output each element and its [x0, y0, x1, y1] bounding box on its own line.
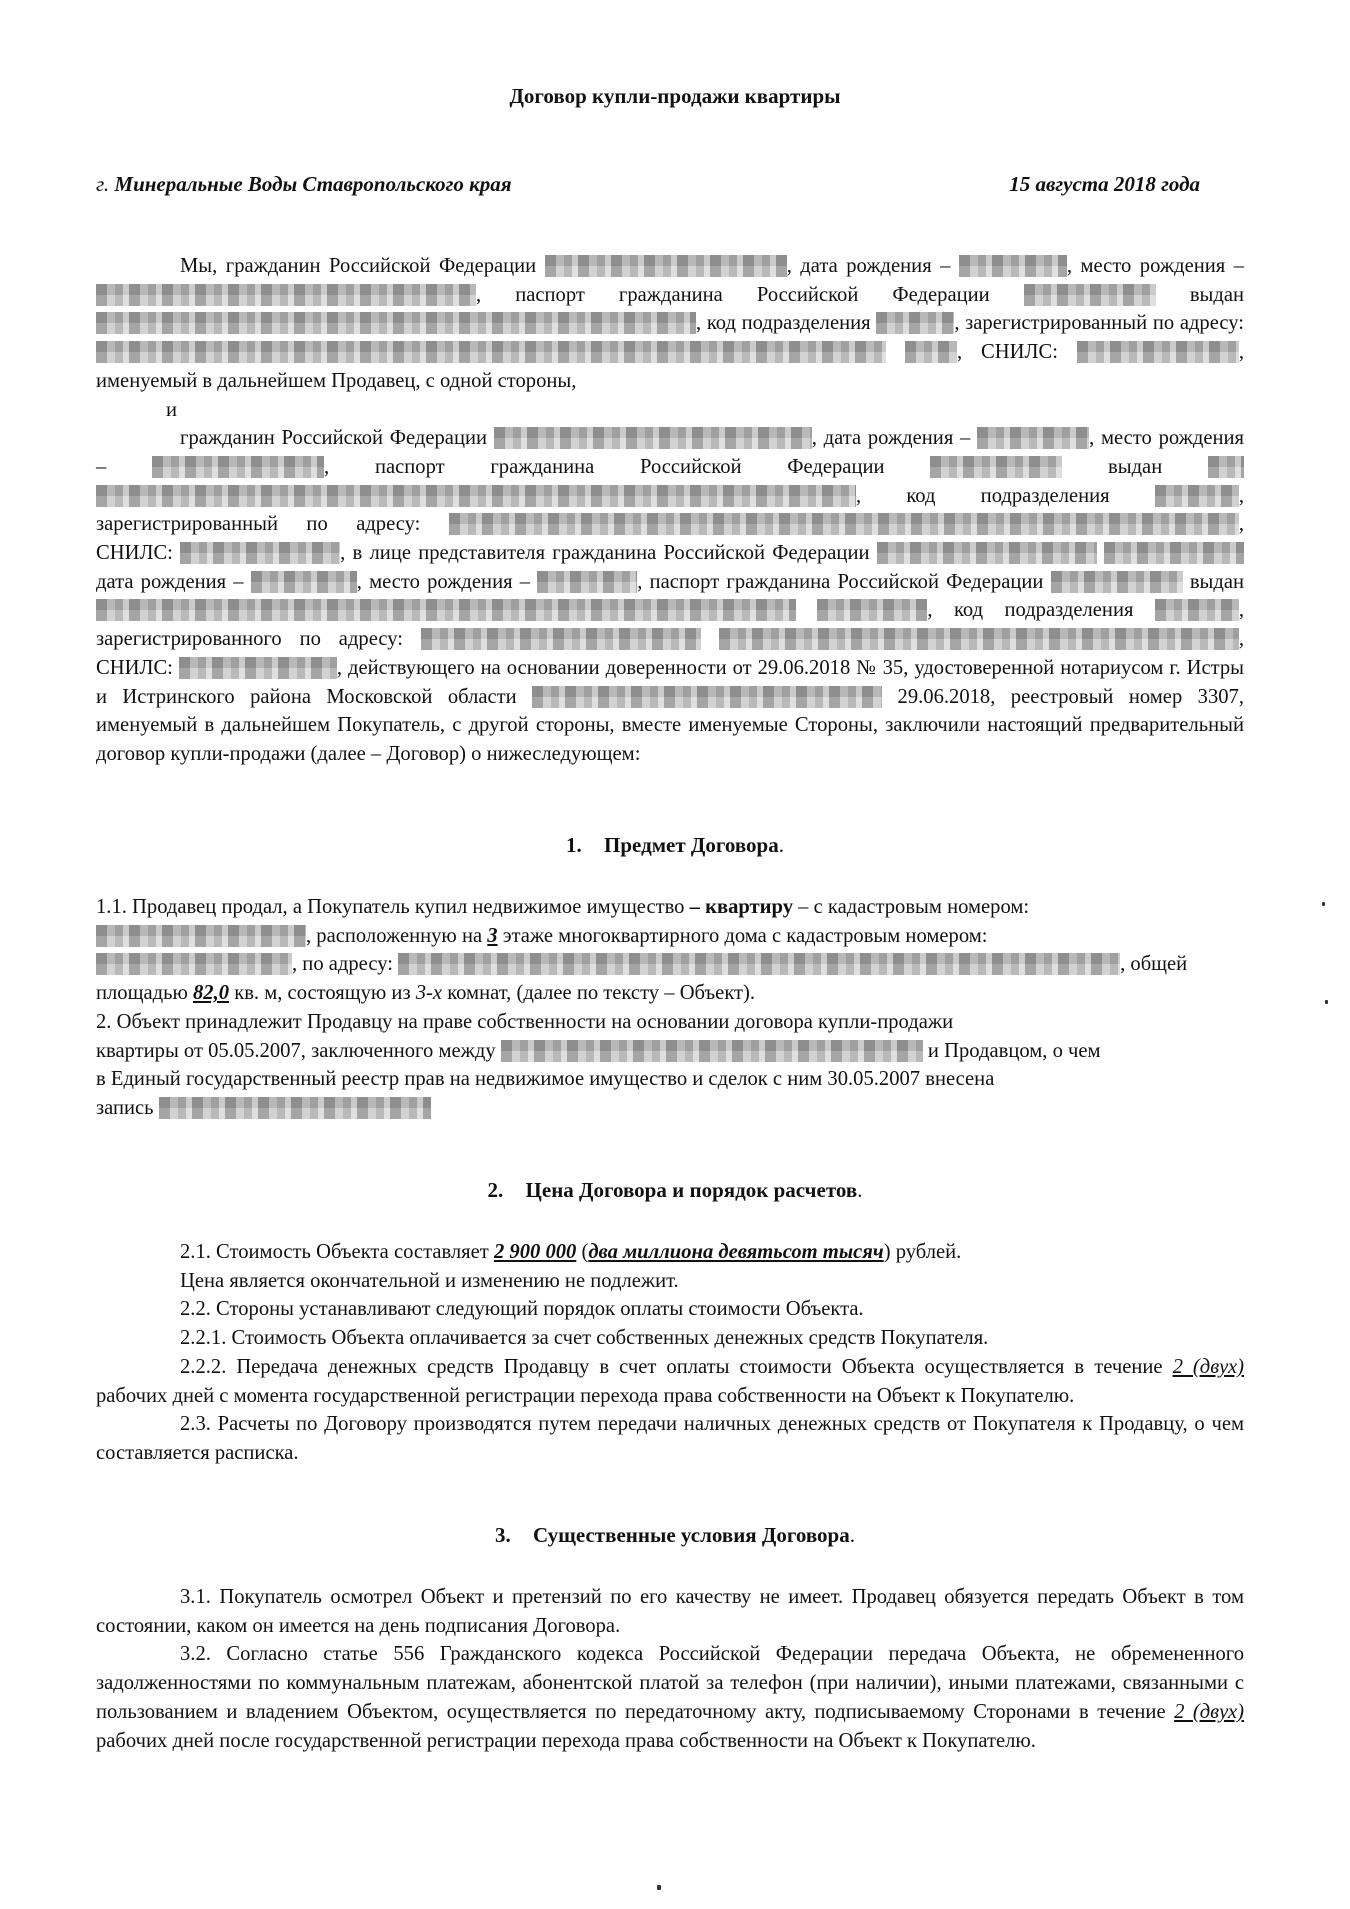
redacted-buyer-passport — [930, 456, 1062, 478]
redacted-buyer-birthplace — [152, 456, 324, 478]
section-2-dot: . — [857, 1178, 863, 1202]
clause-1-1-text-e: , по адресу: — [292, 953, 393, 976]
clause-2-1: 2.1. Стоимость Объекта составляет 2 900 000 (два миллиона девятьсот тысяч) рублей. Цена является окончательной и изменению не подлежит. — [180, 1241, 962, 1292]
passport-label: , паспорт гражданина Российской Федерации — [476, 283, 990, 306]
redacted-seller-passport — [1024, 284, 1156, 306]
redacted-rep-name-end — [1104, 542, 1244, 564]
clause-2-3: 2.3. Расчеты по Договору производятся путем передачи наличных денежных средств от Покупателя к Продавцу, о чем составляется расписка. — [96, 1413, 1244, 1464]
document-title: Договор купли-продажи квартиры — [509, 84, 841, 108]
redacted-buyer-issuer — [96, 485, 856, 507]
clause-2-2-2 — [96, 1353, 1244, 1410]
clause-3-2-text: 3.2. Согласно статье 556 Гражданского кодекса Российской Федерации передача Объекта, не обремененного задолженностями по коммунальным платежам, абонентской платой за телефон (при наличии), иными платежами, связанными с пользованием и владением Объектом, осуществляется по передаточному акту, подписываемому Сторонами в течение — [96, 1643, 1244, 1723]
clause-1-2 — [96, 1008, 1236, 1123]
preamble — [96, 252, 1244, 769]
rep-birth-label: дата рождения – — [96, 570, 244, 593]
section-2-body — [96, 1238, 1244, 1468]
section-3-body — [96, 1583, 1244, 1755]
clause-1-2-text-e: запись — [96, 1096, 154, 1119]
redacted-buyer-address — [449, 513, 1239, 535]
redacted-seller-birthplace — [96, 284, 476, 306]
place-date-line — [96, 172, 1200, 197]
transfer-days: 2 (двух) — [1174, 1700, 1244, 1723]
price-words: два миллиона девятьсот тысяч — [588, 1241, 884, 1263]
city-prefix: г. — [96, 172, 110, 196]
rep-passport-label: , паспорт гражданина Российской — [637, 570, 939, 593]
section-2-number: 2. — [487, 1178, 504, 1202]
redacted-seller-snils — [1077, 341, 1239, 363]
section-3-dot: . — [849, 1523, 855, 1547]
snils-label: , СНИЛС: — [956, 341, 1058, 364]
section-1-body — [96, 893, 1236, 1123]
rep-snils-label: , СНИЛС: — [96, 628, 1244, 679]
buyer-birth-label: , дата рождения – — [811, 427, 971, 450]
buyer-paragraph: гражданин Российской Федерации , дата рождения – , место рождения – , паспорт гражданина Российской Федерации выдан , код подразделения , зарегистрированный по адресу: , СНИЛС: , в лице представителя гражданина Российской Федерации дата рождения – , место рождения – , паспорт гражданина Российской Федерации выдан , код подразделения , зарегистрированного по адресу: , СНИЛС: , действующего на основании доверенности от 29.06.2018 № 35, удостоверенной нотариусом г. Истры и Истринского района Московской области 29.06.2018, реестровый номер 3307, именуемый в дальнейшем Покупатель, с другой стороны, вместе именуемые Стороны, заключили настоящий предварительный договор купли-продажи (далее – Договор) о нижеследующем: — [96, 427, 1245, 765]
section-3-heading — [0, 1523, 1350, 1548]
redacted-rep-birthplace — [537, 571, 637, 593]
redacted-buyer-birthdate — [977, 427, 1089, 449]
redacted-rep-name — [877, 542, 1097, 564]
section-1-title: Предмет Договора — [604, 833, 779, 857]
clause-1-1-text-i: комнат, (далее по тексту – Объект). — [442, 982, 756, 1005]
redacted-notary — [532, 686, 882, 708]
clause-1-1-text-f: , общей — [1120, 953, 1188, 976]
rep-division-label: , код подразделения — [927, 599, 1134, 622]
redacted-rep-issuer — [96, 599, 796, 621]
clause-2-2-2-text: 2.2.2. Передача денежных средств Продавцу в счет оплаты стоимости Объекта осуществляется в течение — [180, 1355, 1173, 1378]
rep-registry: 29.06.2018, реестровый номер 3307, именуемый в дальнейшем Покупатель, с другой стороны, вместе именуемые Стороны, заключили настоящий предварительный договор купли-продажи (далее – Договор) о нижеследующем: — [96, 685, 1244, 765]
rooms-count: 3-х — [415, 982, 443, 1005]
buyer-passport-label: , паспорт гражданина Российской Федерации — [324, 455, 885, 478]
clause-1-2-text-a: 2. Объект принадлежит Продавцу на праве собственности на основании договора купли-продажи — [96, 1010, 954, 1033]
redacted-object-address — [398, 953, 1120, 975]
redacted-apartment-cadastral — [96, 925, 306, 947]
section-2-heading — [0, 1178, 1350, 1203]
clause-1-1-text-d: этаже многоквартирного дома с кадастровым номером: — [497, 924, 988, 947]
rep-federation: Федерации — [946, 570, 1044, 593]
clause-2-1-text-b: рублей. — [890, 1241, 962, 1263]
redacted-rep-issuer-end — [817, 599, 927, 621]
clause-1-1-text-b: – с кадастровым номером: — [793, 896, 1030, 918]
redacted-buyer-name — [494, 427, 812, 449]
seller-paragraph: Мы, гражданин Российской Федерации , дата рождения – , место рождения – , паспорт гражданина Российской Федерации выдан , код подразделения , зарегистрированный по адресу: , СНИЛС: , именуемый в дальнейшем Продавец, с одной стороны, — [96, 255, 1245, 392]
seller-suffix: , именуемый в дальнейшем Продавец, с одной стороны, — [96, 341, 1245, 392]
redacted-rep-address-end — [719, 628, 1239, 650]
redacted-seller-birthdate — [959, 255, 1067, 277]
redacted-buyer-snils — [180, 542, 340, 564]
payment-days: 2 (двух) — [1172, 1355, 1245, 1378]
clause-1-1-text: 1.1. Продавец продал, а Покупатель купил недвижимое имущество — [96, 896, 685, 918]
redacted-rep-passport — [1051, 571, 1183, 593]
clause-2-2-1: 2.2.1. Стоимость Объекта оплачивается за счет собственных денежных средств Покупателя. — [180, 1327, 989, 1350]
apartment-word: квартиру — [705, 896, 794, 918]
redacted-seller-division — [876, 312, 954, 334]
redacted-seller-address — [96, 341, 886, 363]
clause-2-2: 2.2. Стороны устанавливают следующий порядок оплаты стоимости Объекта. — [180, 1298, 864, 1321]
redacted-registry-record — [159, 1097, 431, 1119]
price-value: 2 900 000 — [493, 1241, 577, 1263]
clause-1-1 — [96, 893, 1236, 1008]
clause-1-1-text-g: площадью — [96, 982, 193, 1005]
rep-registered-label: , зарегистрированного по адресу: — [96, 599, 1244, 651]
scan-speck — [657, 1885, 661, 1890]
section-1-heading — [0, 833, 1350, 858]
registered-label: зарегистрированный по адресу: — [965, 312, 1245, 335]
redacted-seller-address-end — [905, 341, 957, 363]
and-line: и — [166, 398, 178, 421]
buyer-birthplace-label: место рождения – — [96, 427, 1245, 478]
clause-1-2-text-c: и Продавцом, о чем — [922, 1039, 1101, 1062]
redacted-buyer-issuer-start — [1208, 456, 1244, 478]
section-3-title: Существенные условия Договора — [533, 1523, 850, 1547]
clause-3-2-text-b: рабочих дней после государственной регистрации перехода права собственности на Объект к Покупателю. — [96, 1729, 1036, 1752]
seller-intro: Мы, гражданин Российской Федерации — [180, 255, 537, 277]
birth-label: , дата рождения – — [786, 255, 951, 277]
area-value: 82,0 — [193, 982, 230, 1005]
floor-number: 3 — [487, 924, 498, 947]
clause-3-2 — [96, 1640, 1244, 1755]
issued-label: выдан — [1189, 283, 1245, 306]
redacted-buyer-division — [1155, 485, 1239, 507]
dash: – — [684, 896, 706, 918]
clause-1-2-text-d: в Единый государственный реестр прав на недвижимое имущество и сделок с ним 30.05.2007 внесена — [96, 1068, 995, 1091]
buyer-issued-label: выдан — [1108, 455, 1163, 478]
redacted-rep-address — [421, 628, 701, 650]
clause-1-2-text-b: квартиры от 05.05.2007, заключенного между — [96, 1039, 496, 1062]
section-3-number: 3. — [495, 1523, 511, 1547]
representative-label: , в лице представителя гражданина Российской Федерации — [340, 542, 870, 565]
clause-1-1-text-h: кв. м, состоящую из — [229, 982, 416, 1005]
buyer-snils-label: СНИЛС: — [96, 542, 173, 565]
redacted-seller-name — [545, 255, 787, 277]
contract-place: Минеральные Воды Ставропольского края — [114, 172, 512, 196]
clause-2-1-text: 2.1. Стоимость Объекта составляет — [180, 1241, 494, 1263]
section-2-title: Цена Договора и порядок расчетов — [525, 1178, 858, 1202]
section-1-number: 1. — [566, 833, 582, 857]
contract-date: 15 августа 2018 года — [1009, 172, 1200, 196]
birthplace-label: место рождения – — [1080, 255, 1245, 277]
price-final-note: Цена является окончательной и изменению не подлежит. — [180, 1269, 679, 1292]
clause-1-1-text-c: , расположенную на — [306, 924, 488, 947]
division-label: , код подразделения — [696, 312, 871, 335]
buyer-division-label: , код подразделения — [856, 484, 1110, 507]
redacted-rep-snils — [179, 657, 337, 679]
buyer-intro: гражданин Российской Федерации — [180, 427, 488, 450]
rep-acting: , действующего на основании доверенности от 29.06.2018 № 35, удостоверенной нотариусом г. Истры и Истринского района Московской области — [96, 656, 1244, 708]
redacted-rep-birthdate — [251, 571, 357, 593]
clause-3-1: 3.1. Покупатель осмотрел Объект и претензий по его качеству не имеет. Продавец обязуется передать Объект в том состоянии, каком он имеется на день подписания Договора. — [96, 1586, 1244, 1637]
scan-speck — [1325, 1000, 1328, 1004]
redacted-rep-division — [1155, 599, 1239, 621]
buyer-registered-label: зарегистрированный по адресу: — [96, 513, 421, 536]
clause-2-2-2-text-b: рабочих дней с момента государственной регистрации перехода права собственности на Объект к Покупателю. — [96, 1384, 1075, 1407]
redacted-seller-issuer — [96, 312, 696, 334]
rep-issued-label: выдан — [1189, 570, 1245, 593]
scan-speck — [1322, 902, 1325, 906]
section-1-dot: . — [778, 833, 784, 857]
redacted-previous-owner — [501, 1040, 923, 1062]
redacted-building-cadastral — [96, 953, 292, 975]
rep-birthplace-label: , место рождения – — [356, 570, 531, 593]
